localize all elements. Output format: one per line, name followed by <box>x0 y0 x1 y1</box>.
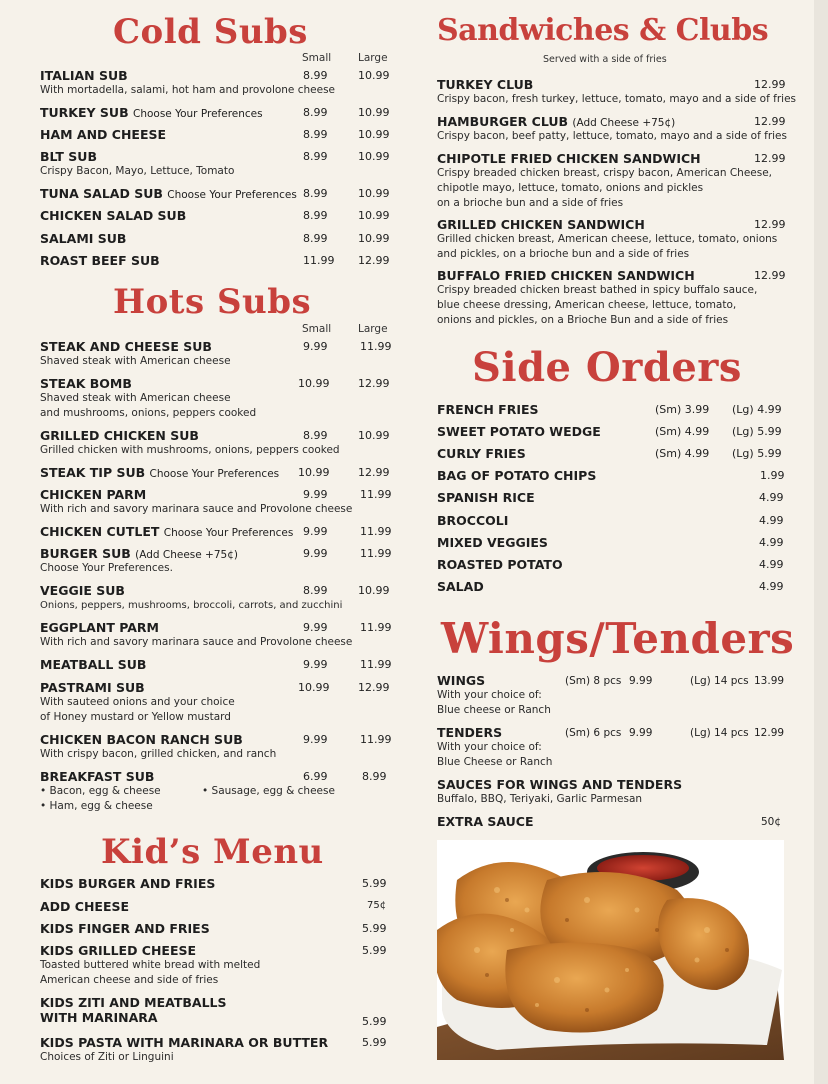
item-name: WINGS <box>437 673 486 688</box>
large-price: 11.99 <box>360 525 392 538</box>
item-desc-line2: and mushrooms, onions, peppers cooked <box>40 407 257 419</box>
item-name: CURLY FRIES <box>437 446 526 461</box>
menu-item-wings <box>437 673 783 718</box>
small-column-header: Small <box>302 323 332 335</box>
menu-item-meatball-sub <box>40 657 392 672</box>
item-name: EGGPLANT PARM <box>40 620 159 635</box>
chicken-tenders-illustration <box>437 840 784 1060</box>
item-name: KIDS BURGER AND FRIES <box>40 876 216 891</box>
item-name: TENDERS <box>437 725 503 740</box>
item-name: KIDS FINGER AND FRIES <box>40 921 210 936</box>
large-price: 11.99 <box>360 488 392 501</box>
small-price: 8.99 <box>303 128 328 141</box>
item-desc: Crispy Bacon, Mayo, Lettuce, Tomato <box>40 165 235 177</box>
item-price: 5.99 <box>362 1036 387 1049</box>
small-size: (Sm) 8 pcs <box>565 675 622 687</box>
large-price: 11.99 <box>360 621 392 634</box>
small-price: 8.99 <box>303 106 328 119</box>
wings-tenders-title: Wings/Tenders <box>441 614 795 663</box>
breakfast-option-ham: • Ham, egg & cheese <box>40 800 153 812</box>
item-name: BREAKFAST SUB <box>40 769 155 784</box>
item-name: SALAMI SUB <box>40 231 127 246</box>
item-price: 75¢ <box>367 900 387 911</box>
large-price: 11.99 <box>360 547 392 560</box>
item-desc: Buffalo, BBQ, Teriyaki, Garlic Parmesan <box>437 793 643 805</box>
small-price: 8.99 <box>303 150 328 163</box>
small-price: (Sm) 4.99 <box>655 447 710 460</box>
item-price: 12.99 <box>754 78 786 91</box>
item-desc: With your choice of: <box>437 741 542 753</box>
item-name: TUNA SALAD SUB <box>40 186 163 201</box>
item-desc-line2: of Honey mustard or Yellow mustard <box>40 711 231 723</box>
item-name: CHICKEN BACON RANCH SUB <box>40 732 243 747</box>
menu-item-mixed-veggies <box>437 535 783 550</box>
small-price: 10.99 <box>298 466 330 479</box>
item-desc: With sauteed onions and your choice <box>40 696 235 708</box>
item-name: CHICKEN SALAD SUB <box>40 208 187 223</box>
large-price: 11.99 <box>360 733 392 746</box>
item-name: STEAK BOMB <box>40 376 132 391</box>
item-name-line2: WITH MARINARA <box>40 1010 158 1025</box>
menu-item-blt-sub <box>40 149 390 179</box>
small-price: 6.99 <box>303 770 328 783</box>
side-orders-title: Side Orders <box>472 344 742 391</box>
menu-item-ham-and-cheese <box>40 127 390 142</box>
item-name: SALAD <box>437 579 484 594</box>
small-price: 9.99 <box>629 675 653 687</box>
item-name: TURKEY SUB <box>40 105 129 120</box>
item-price: 5.99 <box>362 944 387 957</box>
small-price: 8.99 <box>303 69 328 82</box>
menu-item-french-fries <box>437 402 783 417</box>
item-name: ITALIAN SUB <box>40 68 128 83</box>
menu-item-breakfast-sub <box>40 769 385 814</box>
sandwiches-subtitle: Served with a side of fries <box>543 54 667 65</box>
breakfast-option-sausage: • Sausage, egg & cheese <box>202 785 335 797</box>
item-name: BUFFALO FRIED CHICKEN SANDWICH <box>437 268 695 283</box>
item-price: 1.99 <box>760 469 785 482</box>
menu-item-buffalo-fried-chicken-sandwich <box>437 268 786 328</box>
hot-subs-title: Hots Subs <box>113 282 312 322</box>
menu-item-chipotle-fried-chicken-sandwich <box>437 151 786 211</box>
menu-item-italian-sub <box>40 68 390 98</box>
large-price: 11.99 <box>360 658 392 671</box>
menu-item-burger-sub <box>40 546 392 576</box>
item-name: CHICKEN PARM <box>40 487 147 502</box>
menu-item-chicken-salad-sub <box>40 208 390 223</box>
item-desc-line2: and pickles, on a brioche bun and a side of fries <box>437 248 690 260</box>
menu-item-salami-sub <box>40 231 390 246</box>
large-price: 10.99 <box>358 209 390 222</box>
large-price: 13.99 <box>754 675 785 687</box>
large-price: 12.99 <box>358 377 390 390</box>
menu-item-tuna-salad-sub <box>40 186 390 201</box>
item-desc: With mortadella, salami, hot ham and provolone cheese <box>40 84 336 96</box>
breakfast-option-bacon: • Bacon, egg & cheese <box>40 785 161 797</box>
large-price: 12.99 <box>358 681 390 694</box>
item-price: 12.99 <box>754 152 786 165</box>
menu-item-tenders <box>437 725 783 770</box>
item-price: 5.99 <box>362 877 387 890</box>
item-price: 4.99 <box>759 536 784 549</box>
item-note: Choose Your Preferences <box>167 189 297 201</box>
item-desc: Onions, peppers, mushrooms, broccoli, carrots, and zucchini <box>40 600 343 611</box>
small-price: 9.99 <box>303 340 328 353</box>
page-edge <box>814 0 828 1084</box>
menu-item-kids-ziti-and-meatballs <box>40 995 387 1028</box>
item-desc: Shaved steak with American cheese <box>40 392 231 404</box>
menu-item-bag-of-potato-chips <box>437 468 783 483</box>
item-note: (Add Cheese +75¢) <box>135 549 238 561</box>
item-note: Choose Your Preferences <box>149 468 280 480</box>
cold-subs-title: Cold Subs <box>113 12 308 52</box>
menu-item-grilled-chicken-sub <box>40 428 390 458</box>
small-price: 9.99 <box>303 621 328 634</box>
item-desc: Crispy bacon, beef patty, lettuce, tomato, mayo and a side of fries <box>437 130 787 142</box>
small-size: (Sm) 6 pcs <box>565 727 622 739</box>
large-price: 12.99 <box>754 727 785 739</box>
item-name: ROAST BEEF SUB <box>40 253 160 268</box>
menu-item-add-cheese <box>40 899 385 914</box>
large-price: (Lg) 5.99 <box>732 425 782 438</box>
menu-item-sauces <box>437 777 783 807</box>
item-name: MEATBALL SUB <box>40 657 147 672</box>
large-price: 10.99 <box>358 106 390 119</box>
item-note: (Add Cheese +75¢) <box>572 117 676 129</box>
small-price: 9.99 <box>303 547 328 560</box>
large-price: 12.99 <box>358 466 390 479</box>
item-desc: Toasted buttered white bread with melted <box>40 959 261 971</box>
item-name: EXTRA SAUCE <box>437 814 534 829</box>
item-desc: With rich and savory marinara sauce and Provolone cheese <box>40 636 353 648</box>
item-desc-line2: blue cheese dressing, American cheese, lettuce, tomato, <box>437 299 737 311</box>
item-name: TURKEY CLUB <box>437 77 534 92</box>
item-name: SWEET POTATO WEDGE <box>437 424 601 439</box>
item-desc: Crispy bacon, fresh turkey, lettuce, tomato, mayo and a side of fries <box>437 93 796 105</box>
small-price: 10.99 <box>298 377 330 390</box>
item-desc: Choices of Ziti or Linguini <box>40 1051 174 1063</box>
menu-item-turkey-club <box>437 77 796 107</box>
item-desc-line3: on a brioche bun and a side of fries <box>437 197 624 209</box>
item-name: BURGER SUB <box>40 546 131 561</box>
large-price: 8.99 <box>362 770 387 783</box>
small-price: 9.99 <box>303 525 328 538</box>
large-price: 10.99 <box>358 187 390 200</box>
item-name: SAUCES FOR WINGS AND TENDERS <box>437 777 683 792</box>
item-price: 12.99 <box>754 269 786 282</box>
small-price: 8.99 <box>303 429 328 442</box>
item-name: STEAK AND CHEESE SUB <box>40 339 212 354</box>
item-name: SPANISH RICE <box>437 490 535 505</box>
item-name: GRILLED CHICKEN SUB <box>40 428 199 443</box>
item-price: 4.99 <box>759 514 784 527</box>
small-price: (Sm) 4.99 <box>655 425 710 438</box>
item-name: GRILLED CHICKEN SANDWICH <box>437 217 645 232</box>
menu-item-veggie-sub <box>40 583 390 613</box>
item-name: MIXED VEGGIES <box>437 535 548 550</box>
large-size: (Lg) 14 pcs <box>690 675 749 687</box>
menu-item-kids-finger-and-fries <box>40 921 385 936</box>
small-price: 9.99 <box>629 727 653 739</box>
item-name: KIDS PASTA WITH MARINARA OR BUTTER <box>40 1035 329 1050</box>
item-desc-line2: chipotle mayo, lettuce, tomato, onions and pickles <box>437 182 704 194</box>
item-price: 4.99 <box>759 580 784 593</box>
item-name: HAMBURGER CLUB <box>437 114 569 129</box>
large-price: 11.99 <box>360 340 392 353</box>
menu-item-kids-burger-and-fries <box>40 876 385 891</box>
large-price: 10.99 <box>358 150 390 163</box>
item-name: ROASTED POTATO <box>437 557 563 572</box>
item-note: Choose Your Preferences <box>163 527 294 539</box>
item-desc: Crispy breaded chicken breast bathed in spicy buffalo sauce, <box>437 284 758 296</box>
large-price: 10.99 <box>358 584 390 597</box>
small-price: 10.99 <box>298 681 330 694</box>
menu-item-spanish-rice <box>437 490 783 505</box>
small-price: 9.99 <box>303 733 328 746</box>
menu-item-roasted-potato <box>437 557 783 572</box>
item-desc: Crispy breaded chicken breast, crispy bacon, American Cheese, <box>437 167 773 179</box>
large-price: 10.99 <box>358 69 390 82</box>
item-desc-line2: Blue cheese or Ranch <box>437 704 551 716</box>
item-name: STEAK TIP SUB <box>40 465 146 480</box>
menu-item-kids-grilled-cheese <box>40 943 385 988</box>
small-price: 8.99 <box>303 187 328 200</box>
item-price: 12.99 <box>754 218 786 231</box>
item-price: 5.99 <box>362 1015 387 1028</box>
large-price: (Lg) 4.99 <box>732 403 782 416</box>
item-name: VEGGIE SUB <box>40 583 125 598</box>
item-price: 5.99 <box>362 922 387 935</box>
item-name: CHIPOTLE FRIED CHICKEN SANDWICH <box>437 151 701 166</box>
item-name: HAM AND CHEESE <box>40 127 167 142</box>
item-name: CHICKEN CUTLET <box>40 524 160 539</box>
item-desc: With rich and savory marinara sauce and Provolone cheese <box>40 503 353 515</box>
small-column-header: Small <box>302 52 332 64</box>
menu-item-steak-bomb <box>40 376 390 421</box>
item-name: BROCCOLI <box>437 513 509 528</box>
item-price: 12.99 <box>754 115 786 128</box>
item-desc: With crispy bacon, grilled chicken, and ranch <box>40 748 277 760</box>
menu-item-chicken-bacon-ranch-sub <box>40 732 392 762</box>
large-price: (Lg) 5.99 <box>732 447 782 460</box>
small-price: 8.99 <box>303 584 328 597</box>
item-name: KIDS ZITI AND MEATBALLS <box>40 995 227 1010</box>
item-desc: With your choice of: <box>437 689 542 701</box>
menu-item-roast-beef-sub <box>40 253 390 268</box>
item-desc: Grilled chicken with mushrooms, onions, peppers cooked <box>40 444 340 456</box>
small-price: 11.99 <box>303 254 335 267</box>
item-desc: Grilled chicken breast, American cheese, lettuce, tomato, onions <box>437 233 778 245</box>
large-price: 12.99 <box>358 254 390 267</box>
small-price: 8.99 <box>303 209 328 222</box>
menu-item-chicken-parm <box>40 487 392 517</box>
menu-item-extra-sauce <box>437 814 783 829</box>
menu-item-turkey-sub <box>40 105 390 120</box>
menu-item-sweet-potato-wedge <box>437 424 783 439</box>
large-price: 10.99 <box>358 429 390 442</box>
menu-item-pastrami-sub <box>40 680 390 725</box>
menu-item-steak-tip-sub <box>40 465 390 480</box>
item-desc: Shaved steak with American cheese <box>40 355 231 367</box>
large-price: 10.99 <box>358 128 390 141</box>
menu-item-eggplant-parm <box>40 620 392 650</box>
menu-item-kids-pasta <box>40 1035 385 1065</box>
chicken-tenders-photo <box>437 840 784 1060</box>
menu-item-curly-fries <box>437 446 783 461</box>
small-price: 9.99 <box>303 658 328 671</box>
menu-item-salad <box>437 579 783 594</box>
item-name: BAG OF POTATO CHIPS <box>437 468 597 483</box>
small-price: 9.99 <box>303 488 328 501</box>
item-name: ADD CHEESE <box>40 899 130 914</box>
menu-item-chicken-cutlet <box>40 524 392 539</box>
menu-item-broccoli <box>437 513 783 528</box>
item-name: PASTRAMI SUB <box>40 680 145 695</box>
small-price: 8.99 <box>303 232 328 245</box>
item-price: 4.99 <box>759 491 784 504</box>
item-desc-line3: onions and pickles, on a Brioche Bun and a side of fries <box>437 314 729 326</box>
small-price: (Sm) 3.99 <box>655 403 710 416</box>
large-column-header: Large <box>358 52 388 64</box>
large-column-header: Large <box>358 323 388 335</box>
sandwiches-title: Sandwiches & Clubs <box>437 13 769 48</box>
kids-menu-title: Kid’s Menu <box>101 832 324 872</box>
item-price: 4.99 <box>759 558 784 571</box>
item-desc-line2: Blue Cheese or Ranch <box>437 756 553 768</box>
item-desc: Choose Your Preferences. <box>40 562 173 574</box>
menu-item-steak-and-cheese-sub <box>40 339 392 369</box>
item-desc-line2: American cheese and side of fries <box>40 974 219 986</box>
item-note: Choose Your Preferences <box>132 108 263 120</box>
item-name: FRENCH FRIES <box>437 402 539 417</box>
menu-item-hamburger-club <box>437 114 787 144</box>
large-price: 10.99 <box>358 232 390 245</box>
large-size: (Lg) 14 pcs <box>690 727 749 739</box>
item-price: 50¢ <box>761 816 782 828</box>
menu-item-grilled-chicken-sandwich <box>437 217 786 262</box>
item-name: KIDS GRILLED CHEESE <box>40 943 197 958</box>
item-name: BLT SUB <box>40 149 97 164</box>
